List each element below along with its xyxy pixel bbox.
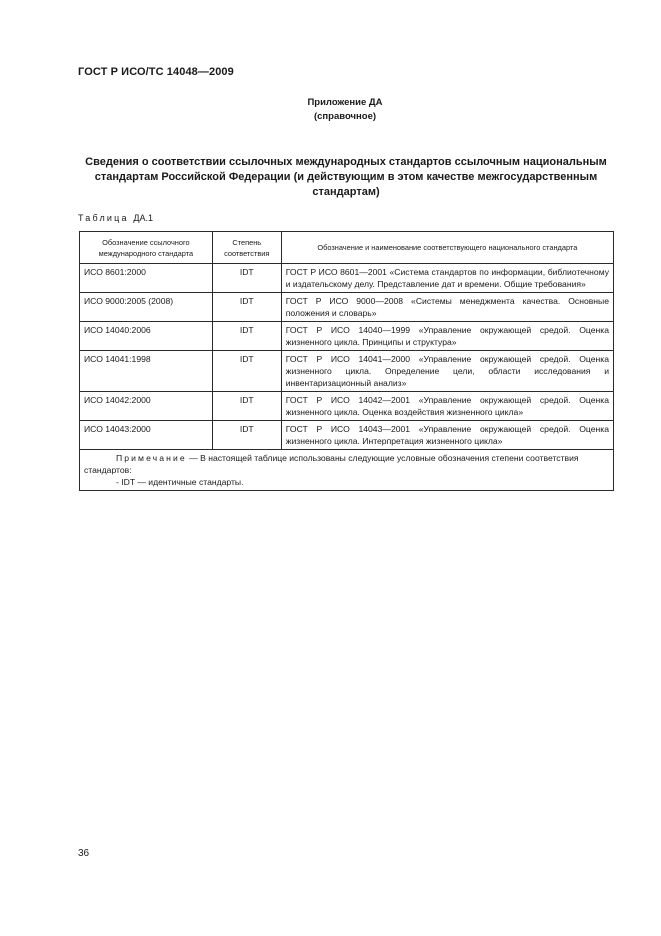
cell-national-standard: ГОСТ Р ИСО 9000—2008 «Системы менеджмента качества. Основные положения и словарь» <box>281 293 613 322</box>
appendix-title: Приложение ДА <box>307 97 383 108</box>
cell-national-standard: ГОСТ Р ИСО 14042—2001 «Управление окружающей средой. Оценка жизненного цикла. Оценка воздействия жизненного цикла» <box>281 392 613 421</box>
header-national-standard: Обозначение и наименование соответствующего национального стандарта <box>281 232 613 264</box>
appendix-heading <box>0 96 661 124</box>
cell-intl-standard: ИСО 14041:1998 <box>80 351 213 392</box>
table-row <box>80 392 614 421</box>
section-title <box>78 155 614 200</box>
cell-national-standard: ГОСТ Р ИСО 14041—2000 «Управление окружающей средой. Оценка жизненного цикла. Определение цели, области исследования и инвентаризационный анализ» <box>281 351 613 392</box>
cell-intl-standard: ИСО 8601:2000 <box>80 264 213 293</box>
section-title-line-2: стандартам Российской Федерации (и действующим в этом качестве межгосударственным <box>94 171 598 183</box>
table-row <box>80 351 614 392</box>
header-intl-standard: Обозначение ссылочного международного стандарта <box>80 232 213 264</box>
cell-degree: IDT <box>212 421 281 450</box>
cell-intl-standard: ИСО 14043:2000 <box>80 421 213 450</box>
cell-national-standard: ГОСТ Р ИСО 8601—2001 «Система стандартов по информации, библиотечному и издательскому делу. Представление дат и времени. Общие требования» <box>281 264 613 293</box>
cell-degree: IDT <box>212 264 281 293</box>
cell-degree: IDT <box>212 322 281 351</box>
header-degree: Степень соответствия <box>212 232 281 264</box>
standards-table <box>79 231 614 491</box>
document-code: ГОСТ Р ИСО/ТС 14048—2009 <box>78 66 234 78</box>
table-header-row <box>80 232 614 264</box>
cell-national-standard: ГОСТ Р ИСО 14040—1999 «Управление окружающей средой. Оценка жизненного цикла. Принципы и структура» <box>281 322 613 351</box>
cell-intl-standard: ИСО 14040:2006 <box>80 322 213 351</box>
table-row <box>80 322 614 351</box>
table-row <box>80 293 614 322</box>
cell-degree: IDT <box>212 293 281 322</box>
note-item: - IDT — идентичные стандарты. <box>116 477 244 487</box>
appendix-subtitle: (справочное) <box>313 111 377 122</box>
table-note-row <box>80 450 614 491</box>
table-note <box>80 450 614 491</box>
cell-degree: IDT <box>212 392 281 421</box>
table-caption-number: ДА.1 <box>133 213 154 223</box>
table-row <box>80 421 614 450</box>
cell-degree: IDT <box>212 351 281 392</box>
section-title-line-1: Сведения о соответствии ссылочных международных стандартов ссылочным национальным <box>85 156 607 168</box>
table-row <box>80 264 614 293</box>
page-number: 36 <box>78 848 90 859</box>
cell-intl-standard: ИСО 9000:2005 (2008) <box>80 293 213 322</box>
note-label: Примечание <box>116 453 187 463</box>
note-text: — В настоящей таблице использованы следующие условные обозначения степени соответствия стандартов: <box>84 453 579 475</box>
cell-intl-standard: ИСО 14042:2000 <box>80 392 213 421</box>
table-caption <box>78 213 153 223</box>
section-title-line-3: стандартам) <box>312 186 380 198</box>
table-caption-word: Таблица <box>78 213 129 223</box>
cell-national-standard: ГОСТ Р ИСО 14043—2001 «Управление окружающей средой. Оценка жизненного цикла. Интерпретация жизненного цикла» <box>281 421 613 450</box>
